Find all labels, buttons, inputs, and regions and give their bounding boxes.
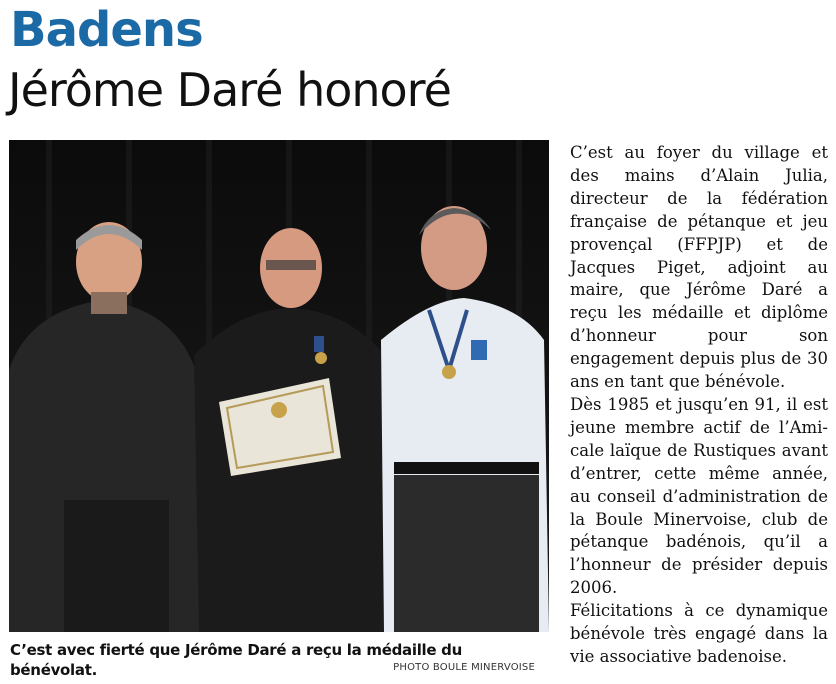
article-body: [570, 142, 828, 669]
person-middle: [194, 228, 389, 632]
photo-illustration: [9, 140, 549, 632]
article-paragraph: Félicitations à ce dynamique bénévole très engagé dans la vie associative badenoise.: [570, 601, 828, 666]
article-photo: [9, 140, 549, 632]
article-headline: Jérôme Daré honoré: [8, 63, 451, 117]
person-right: [381, 206, 549, 632]
section-kicker: Badens: [10, 2, 203, 58]
article-paragraph: C’est au foyer du village et des mains d’Alain Julia, directeur de la fédération française de pétanque et jeu provençal (FFPJP) et de Jacques Piget, adjoint au maire, que Jérôme Daré a reçu les médaille et diplôme d’honneur pour son engagement depuis plus de 30 ans en tant que bénévole.: [570, 143, 828, 392]
photo-credit: PHOTO BOULE MINERVOISE: [393, 662, 535, 673]
photo-caption: C’est avec fierté que Jérôme Daré a reçu la médaille du bénévolat.: [10, 641, 462, 679]
article-paragraph: Dès 1985 et jusqu’en 91, il est jeune membre actif de l’Amicale laïque de Rustiques avant d’entrer, cette même année, au conseil d’administration de la Boule Minervoise, club de pétanque badénois, qu’il a l’honneur de présider depuis 2006.: [570, 394, 828, 598]
person-left: [9, 222, 204, 632]
